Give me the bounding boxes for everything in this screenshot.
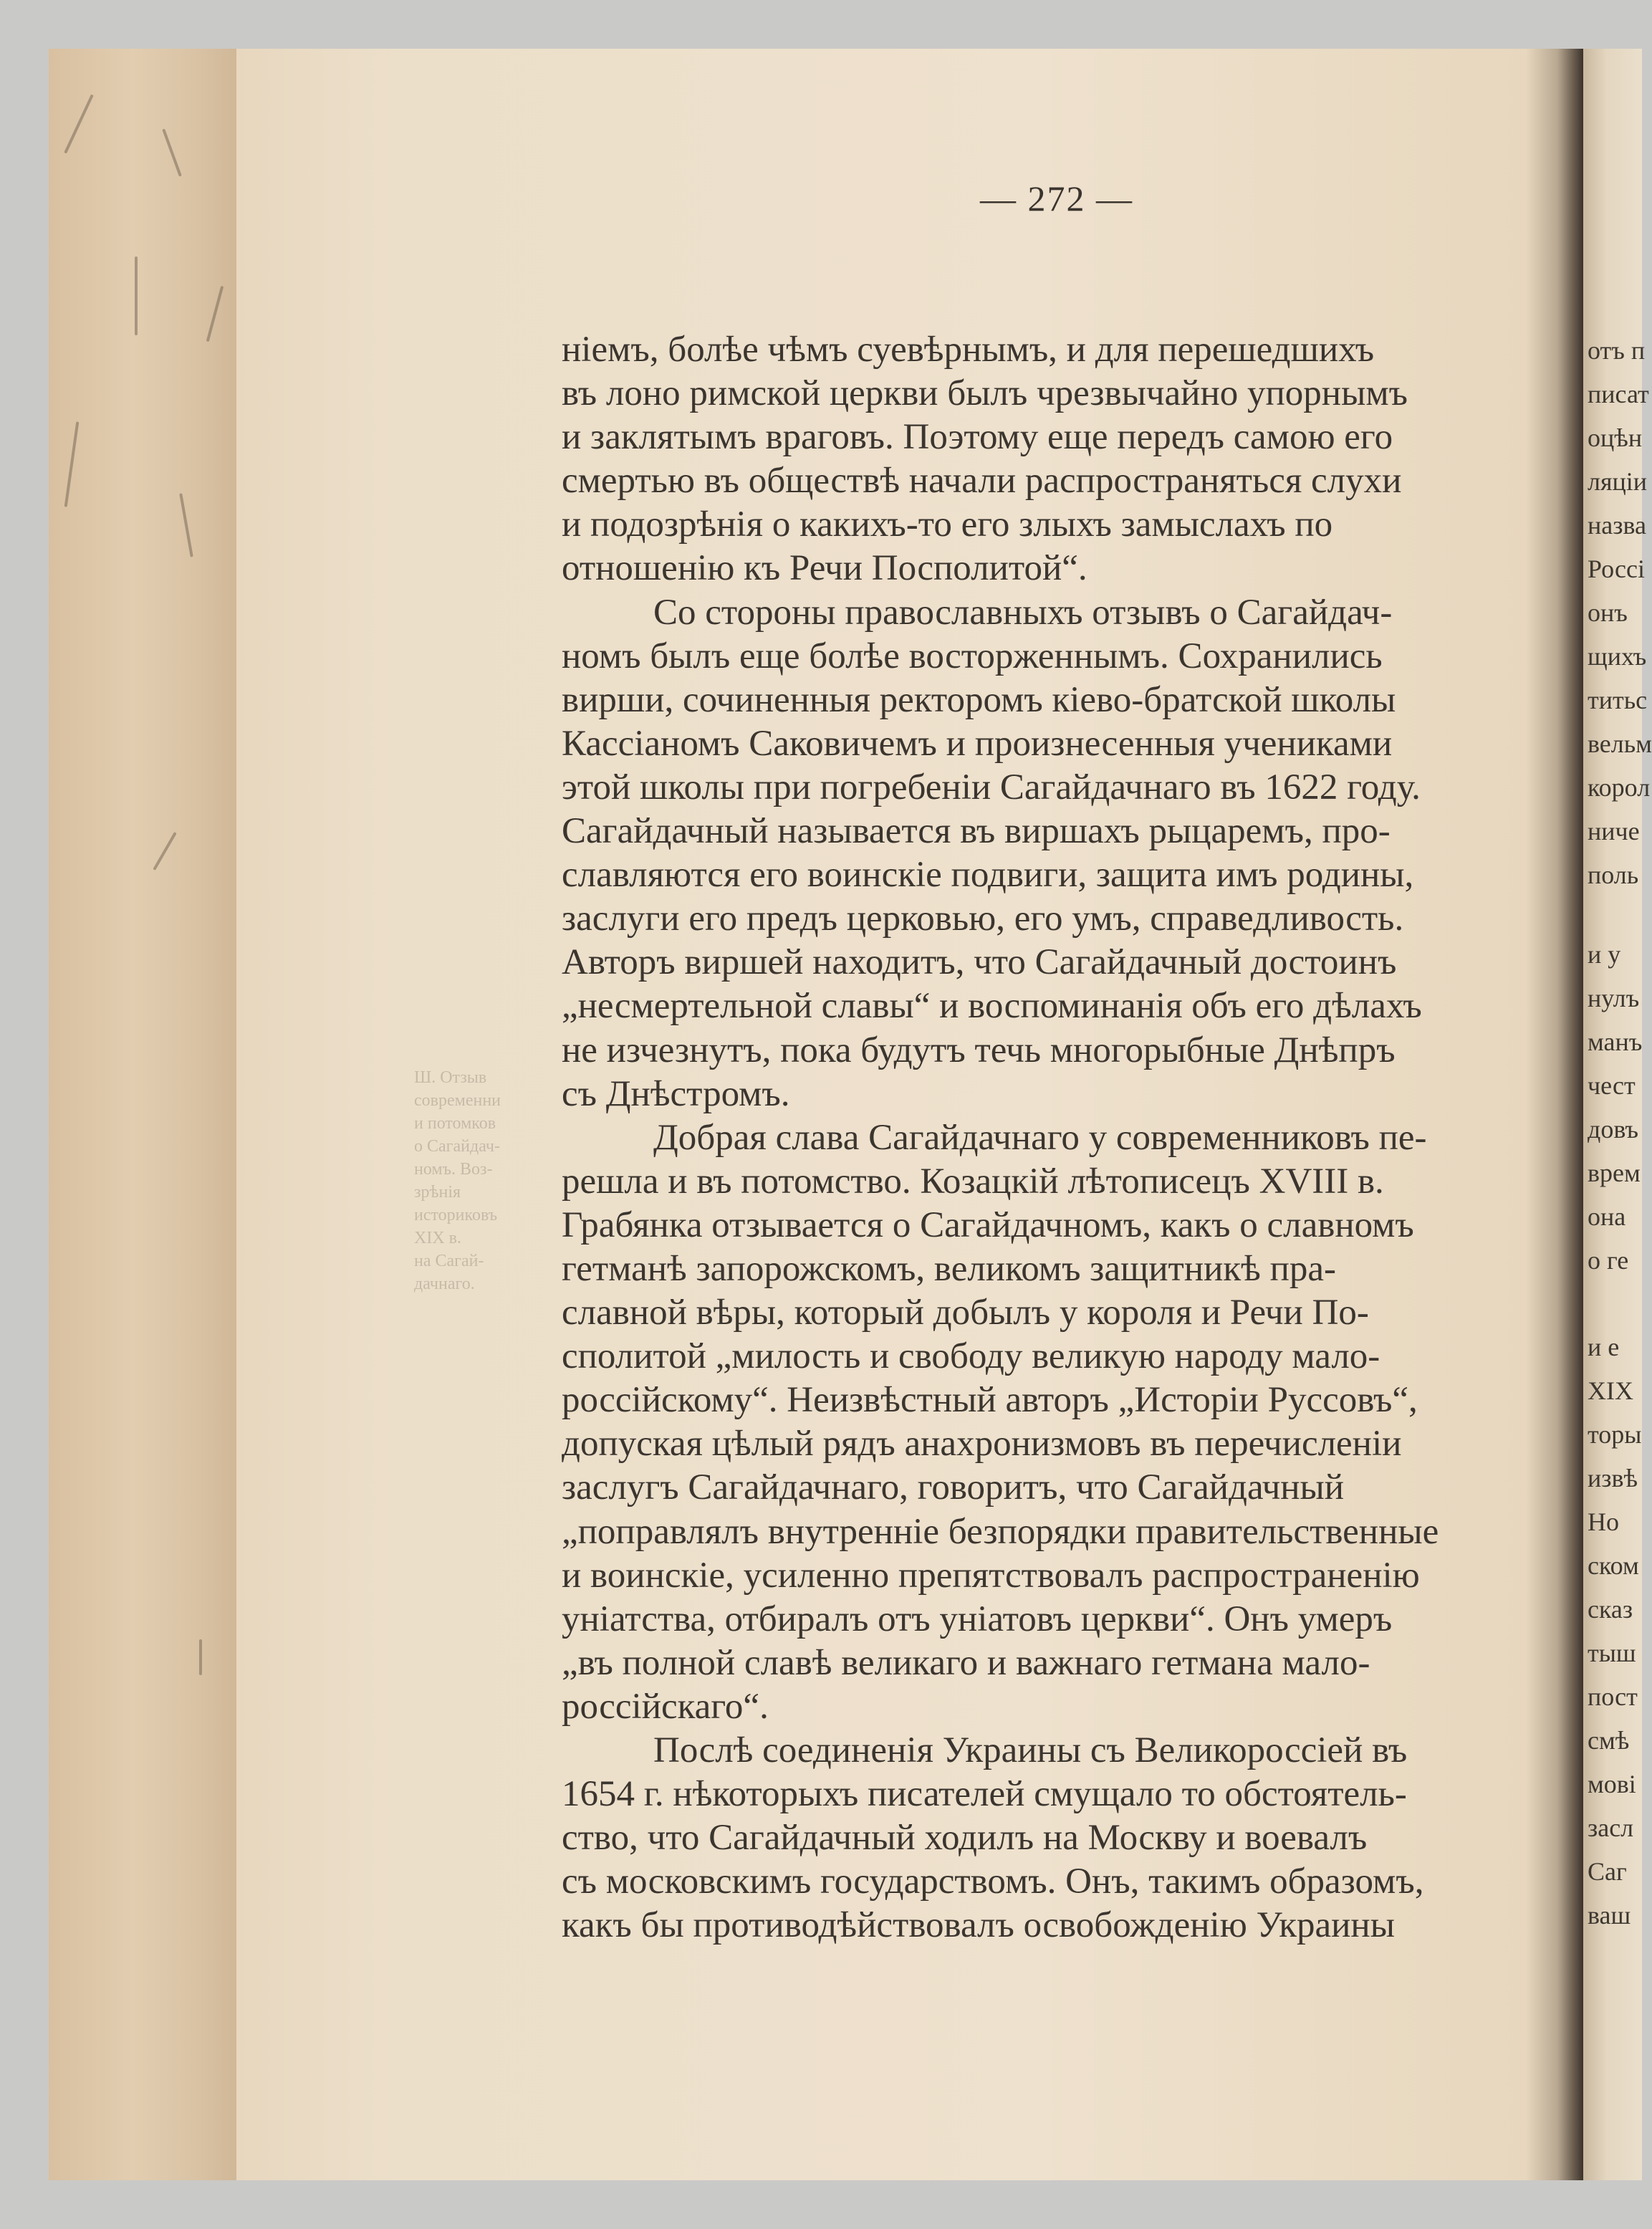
right-page-line: Россі <box>1588 555 1645 583</box>
right-page-line: поль <box>1588 861 1639 889</box>
margin-ghost-line: на Сагай- <box>414 1252 484 1270</box>
right-page-line: и у <box>1588 940 1621 969</box>
text-line: Добрая слава Сагайдачнаго у современниковъ пе- <box>653 1117 1427 1158</box>
text-line: въ лоно римской церкви былъ чрезвычайно упорнымъ <box>562 373 1408 414</box>
scanned-book-spread <box>49 49 1652 2180</box>
text-line: какъ бы противодѣйствовалъ освобожденію Украины <box>562 1905 1395 1946</box>
right-page-line: ляціи <box>1588 467 1648 496</box>
book-spine <box>49 49 236 2180</box>
text-line: ніемъ, болѣе чѣмъ суевѣрнымъ, и для перешедшихъ <box>562 330 1375 370</box>
right-page-line: вельм <box>1588 729 1652 758</box>
text-line: „въ полной славѣ великаго и важнаго гетмана мало- <box>562 1642 1370 1683</box>
right-page-line: отъ п <box>1588 336 1646 365</box>
margin-ghost-line: XIX в. <box>414 1229 461 1247</box>
margin-ghost-line: историковъ <box>414 1206 498 1224</box>
right-page-line: Саг <box>1588 1857 1627 1886</box>
margin-ghost-line: номъ. Воз- <box>414 1160 493 1179</box>
right-page-line: довъ <box>1588 1115 1639 1144</box>
right-page-line: извѣ <box>1588 1464 1638 1492</box>
text-line: Со стороны православныхъ отзывъ о Сагайдач- <box>653 592 1393 633</box>
right-page-line: писат <box>1588 380 1649 408</box>
right-page-line: щихъ <box>1588 642 1647 671</box>
right-page-line: ваш <box>1588 1901 1631 1930</box>
right-page-line: и е <box>1588 1333 1620 1361</box>
text-line: и воинскіе, усиленно препятствовалъ распространенію <box>562 1555 1420 1596</box>
text-line: „поправлялъ внутренніе безпорядки правительственные <box>562 1511 1439 1552</box>
text-line: Кассіаномъ Саковичемъ и произнесенныя учениками <box>562 723 1393 764</box>
text-line: 1654 г. нѣкоторыхъ писателей смущало то обстоятель- <box>562 1774 1407 1815</box>
text-line: съ московскимъ государствомъ. Онъ, такимъ образомъ, <box>562 1861 1424 1902</box>
margin-ghost-line: и потомков <box>414 1114 496 1133</box>
margin-ghost-line: современни <box>414 1091 501 1110</box>
right-page-line: сказ <box>1588 1595 1633 1624</box>
text-line: не изчезнутъ, пока будутъ течь многорыбные Днѣпръ <box>562 1030 1396 1070</box>
margin-bleed-through <box>414 1066 565 1295</box>
right-page-line: назва <box>1588 511 1646 540</box>
right-page-line: нулъ <box>1588 984 1640 1012</box>
page-number: — 272 — <box>980 178 1133 219</box>
text-line: и заклятымъ враговъ. Поэтому еще передъ самою его <box>562 417 1393 458</box>
text-line: „несмертельной славы“ и воспоминанія объ его дѣлахъ <box>562 986 1422 1027</box>
right-page-line: ниче <box>1588 817 1640 845</box>
text-line: россійскаго“. <box>562 1686 769 1727</box>
text-line: вирши, сочиненныя ректоромъ кіево-братской школы <box>562 679 1396 720</box>
right-page-line: онъ <box>1588 598 1628 627</box>
right-page-line: о ге <box>1588 1246 1629 1275</box>
right-page-line: корол <box>1588 773 1651 802</box>
text-line: россійскому“. Неизвѣстный авторъ „Исторіи Руссовъ“, <box>562 1380 1418 1421</box>
right-page-line: торы <box>1588 1420 1642 1449</box>
text-line: сполитой „милость и свободу великую народу мало- <box>562 1336 1380 1377</box>
text-line: заслуги его предъ церковью, его умъ, справедливость. <box>562 898 1404 939</box>
right-page-line: тыш <box>1588 1639 1636 1667</box>
right-page-line: Но <box>1588 1507 1619 1536</box>
text-line: Послѣ соединенія Украины съ Великороссіей въ <box>653 1730 1408 1770</box>
text-line: смертью въ обществѣ начали распространяться слухи <box>562 461 1402 502</box>
right-page-line: манъ <box>1588 1027 1643 1056</box>
text-line: славляются его воинскіе подвиги, защита имъ родины, <box>562 855 1414 896</box>
text-line: решла и въ потомство. Козацкій лѣтописецъ XVIII в. <box>562 1161 1384 1202</box>
margin-ghost-line: зрѣнія <box>414 1183 461 1202</box>
text-line: Грабянка отзывается о Сагайдачномъ, какъ о славномъ <box>562 1204 1414 1245</box>
right-page-line: врем <box>1588 1159 1641 1187</box>
text-line: номъ былъ еще болѣе восторженнымъ. Сохранились <box>562 636 1383 676</box>
margin-ghost-line: о Сагайдач- <box>414 1137 500 1156</box>
right-page-line: чест <box>1588 1071 1636 1100</box>
gutter-shadow <box>1526 49 1583 2180</box>
text-line: славной вѣры, который добылъ у короля и Речи По- <box>562 1293 1369 1333</box>
right-page-line: засл <box>1588 1813 1634 1842</box>
right-page-line: титьс <box>1588 686 1648 714</box>
text-line: съ Днѣстромъ. <box>562 1073 790 1114</box>
text-line: гетманѣ запорожскомъ, великомъ защитникѣ пра- <box>562 1248 1337 1289</box>
text-line: допуская цѣлый рядъ анахронизмовъ въ перечисленіи <box>562 1424 1402 1465</box>
right-page-line: пост <box>1588 1682 1638 1711</box>
text-line: отношенію къ Речи Посполитой“. <box>562 548 1087 589</box>
margin-ghost-line: дачнаго. <box>414 1275 475 1293</box>
body-text <box>562 328 1579 1947</box>
right-page-line: мові <box>1588 1770 1636 1798</box>
text-line: и подозрѣнія о какихъ-то его злыхъ замыслахъ по <box>562 504 1333 545</box>
right-page-line: ском <box>1588 1551 1639 1580</box>
right-page-line: она <box>1588 1202 1626 1231</box>
text-line: этой школы при погребеніи Сагайдачнаго въ 1622 году. <box>562 767 1421 807</box>
right-page-edge <box>1583 49 1652 2180</box>
text-line: ство, что Сагайдачный ходилъ на Москву и воевалъ <box>562 1818 1368 1859</box>
text-line: Сагайдачный называется въ виршахъ рыцаремъ, про- <box>562 811 1391 852</box>
text-line: Авторъ виршей находитъ, что Сагайдачный достоинъ <box>562 942 1397 983</box>
margin-ghost-line: Ш. Отзыв <box>414 1068 487 1087</box>
text-line: заслугъ Сагайдачнаго, говоритъ, что Сагайдачный <box>562 1467 1345 1508</box>
right-page-line: XIX <box>1588 1376 1633 1405</box>
text-line: уніатства, отбиралъ отъ уніатовъ церкви“. Онъ умеръ <box>562 1598 1393 1639</box>
right-page-line: оцѣн <box>1588 423 1643 452</box>
right-page-line: смѣ <box>1588 1726 1630 1755</box>
